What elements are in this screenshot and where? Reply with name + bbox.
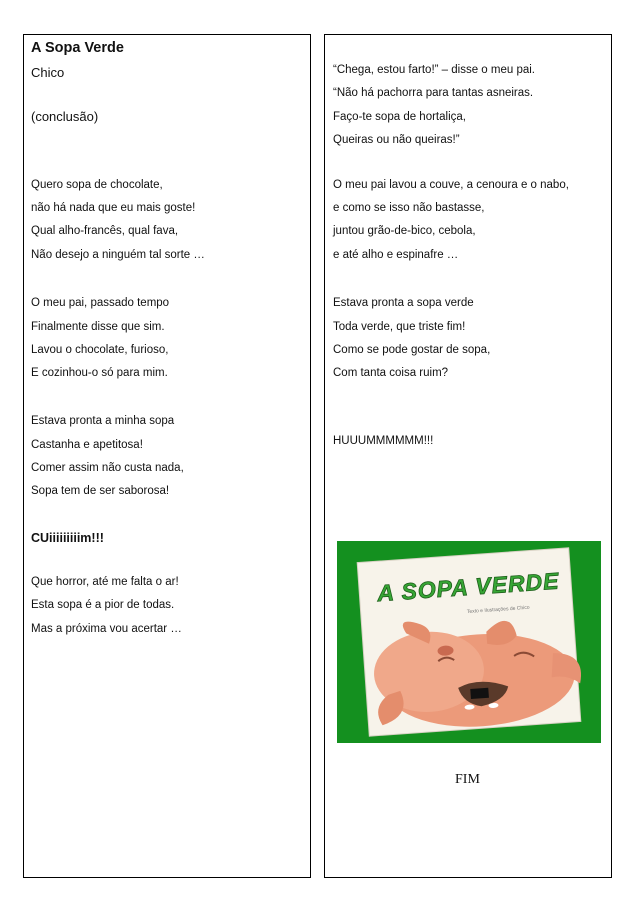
verse-line: “Não há pachorra para tantas asneiras. (333, 87, 534, 99)
end-text: FIM (455, 772, 480, 787)
verse-line: Queiras ou não queiras!” (333, 134, 460, 146)
book-cover-illustration (337, 541, 601, 743)
book-cover-image (337, 541, 601, 743)
verse-line: O meu pai lavou a couve, a cenoura e o nabo, (333, 179, 569, 191)
poem-subtitle: (conclusão) (31, 109, 99, 124)
poem-title: A Sopa Verde (31, 40, 124, 56)
verse-line: Finalmente disse que sim. (31, 321, 165, 333)
verse-line: Faço-te sopa de hortaliça, (333, 111, 466, 123)
verse-line: Comer assim não custa nada, (31, 462, 184, 474)
verse-line: Mas a próxima vou acertar … (31, 623, 182, 635)
pig-mouth-inner (470, 688, 489, 699)
verse-line: Sopa tem de ser saborosa! (31, 485, 170, 497)
verse-line: Estava pronta a minha sopa (31, 415, 175, 427)
verse-line: Quero sopa de chocolate, (31, 179, 163, 191)
verse-line: “Chega, estou farto!” – disse o meu pai. (333, 64, 535, 76)
verse-line: O meu pai, passado tempo (31, 297, 170, 309)
verse-line: juntou grão-de-bico, cebola, (333, 225, 476, 237)
left-column-box (23, 34, 311, 878)
verse-line: e até alho e espinafre … (333, 249, 459, 261)
verse-line: Lavou o chocolate, furioso, (31, 344, 169, 356)
cover-title: A SOPA VERDE (376, 567, 561, 607)
verse-line: Com tanta coisa ruim? (333, 367, 449, 379)
verse-line: E cozinhou-o só para mim. (31, 367, 168, 379)
verse-line: Toda verde, que triste fim! (333, 321, 466, 333)
exclamation: HUUUMMMMMM!!! (333, 435, 434, 447)
verse-line: não há nada que eu mais goste! (31, 202, 196, 214)
verse-line: Castanha e apetitosa! (31, 439, 143, 451)
poem-author: Chico (31, 65, 65, 80)
verse-line: Não desejo a ninguém tal sorte … (31, 249, 205, 261)
verse-line: Esta sopa é a pior de todas. (31, 599, 175, 611)
verse-line: Qual alho-francês, qual fava, (31, 225, 179, 237)
exclamation: CUiiiiiiiiim!!! (31, 531, 104, 545)
verse-line: Que horror, até me falta o ar! (31, 576, 179, 588)
cover-credit: Texto e Ilustrações de Chico (466, 604, 530, 616)
right-column-box (324, 34, 612, 878)
verse-line: Estava pronta a sopa verde (333, 297, 474, 309)
verse-line: Como se pode gostar de sopa, (333, 344, 491, 356)
verse-line: e como se isso não bastasse, (333, 202, 485, 214)
